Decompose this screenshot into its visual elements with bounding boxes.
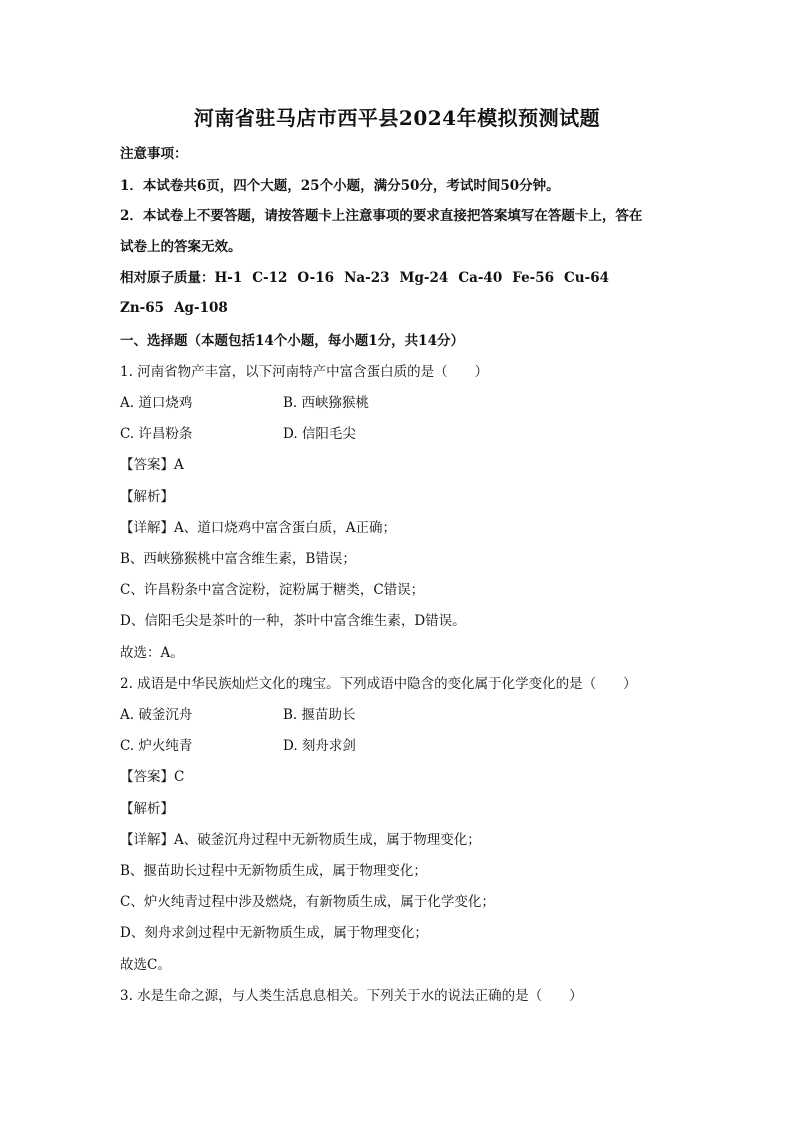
element-mass: Cu-64 (564, 270, 609, 286)
question-1-detail: D、信阳毛尖是茶叶的一种，茶叶中富含维生素，D错误。 (120, 613, 466, 629)
element-mass: O-16 (297, 270, 335, 286)
question-1-option-a: A. 道口烧鸡 (120, 395, 193, 411)
question-1-option-b: B. 西峡猕猴桃 (283, 395, 370, 411)
notice-item-2-line-1: 2．本试卷上不要答题，请按答题卡上注意事项的要求直接把答案填写在答题卡上，答在 (120, 208, 643, 224)
question-2-detail: B、揠苗助长过程中无新物质生成，属于物理变化； (120, 863, 427, 879)
element-mass: Zn-65 (120, 300, 165, 316)
question-1-option-c: C. 许昌粉条 (120, 426, 193, 442)
question-2-option-d: D. 刻舟求剑 (283, 738, 356, 754)
question-1-conclusion: 故选：A。 (120, 645, 184, 661)
question-1-answer: 【答案】A (120, 457, 184, 473)
question-3-stem: 3. 水是生命之源，与人类生活息息相关。下列关于水的说法正确的是（ ） (120, 988, 583, 1004)
question-2-option-c: C. 炉火纯青 (120, 738, 193, 754)
element-mass: Ag-108 (174, 300, 228, 316)
element-mass: Fe-56 (512, 270, 555, 286)
question-1-detail: 【详解】A、道口烧鸡中富含蛋白质，A正确； (120, 520, 396, 536)
question-2-analysis-label: 【解析】 (120, 801, 174, 817)
notice-item-1: 1．本试卷共6页，四个大题，25个小题，满分50分，考试时间50分钟。 (120, 178, 560, 194)
element-mass: Na-23 (344, 270, 390, 286)
question-1-detail: B、西峡猕猴桃中富含维生素，B错误； (120, 551, 356, 567)
question-1-analysis-label: 【解析】 (120, 489, 174, 505)
atomic-masses-label: 相对原子质量： (120, 270, 215, 286)
notice-item-2-line-2: 试卷上的答案无效。 (120, 239, 242, 255)
question-2-option-a: A. 破釜沉舟 (120, 707, 193, 723)
element-mass: Ca-40 (458, 270, 503, 286)
page-title: 河南省驻马店市西平县2024年模拟预测试题 (193, 106, 601, 130)
question-2-option-b: B. 揠苗助长 (283, 707, 356, 723)
question-2-conclusion: 故选C。 (120, 957, 171, 973)
atomic-masses (120, 268, 665, 318)
element-mass: C-12 (252, 270, 288, 286)
question-1-detail: C、许昌粉条中富含淀粉，淀粉属于糖类，C错误； (120, 582, 425, 598)
question-2-answer: 【答案】C (120, 769, 185, 785)
question-2-stem: 2. 成语是中华民族灿烂文化的瑰宝。下列成语中隐含的变化属于化学变化的是（ ） (120, 676, 637, 692)
notice-heading: 注意事项： (120, 146, 188, 162)
question-2-detail: C、炉火纯青过程中涉及燃烧，有新物质生成，属于化学变化； (120, 894, 495, 910)
question-1-option-d: D. 信阳毛尖 (283, 426, 356, 442)
question-1-stem: 1. 河南省物产丰富，以下河南特产中富含蛋白质的是（ ） (120, 364, 489, 380)
element-mass: H-1 (214, 270, 243, 286)
element-mass: Mg-24 (399, 270, 449, 286)
question-2-detail: 【详解】A、破釜沉舟过程中无新物质生成，属于物理变化； (120, 832, 481, 848)
question-2-detail: D、刻舟求剑过程中无新物质生成，属于物理变化； (120, 925, 428, 941)
section-heading: 一、选择题（本题包括14个小题，每小题1分，共14分） (120, 333, 464, 349)
